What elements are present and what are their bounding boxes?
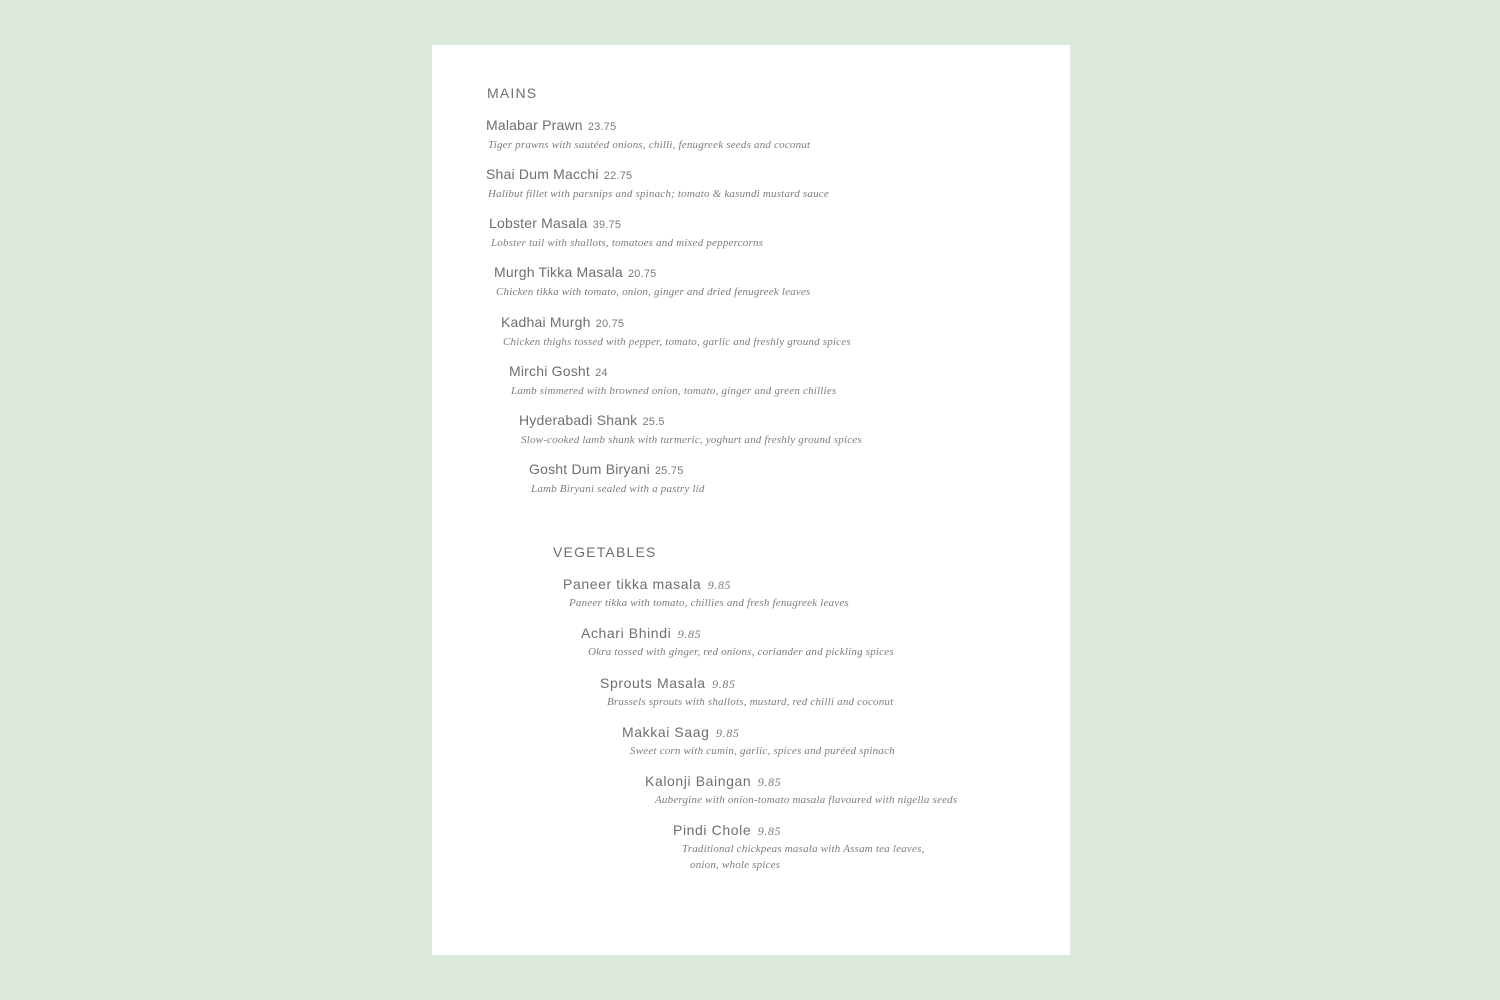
item-price: 9.85 [707, 578, 732, 592]
item-name: Kalonji Baingan [645, 773, 752, 789]
item-price: 24 [595, 367, 608, 379]
item-name: Mirchi Gosht [509, 363, 590, 379]
item-name: Paneer tikka masala [563, 576, 702, 592]
menu-item [494, 264, 811, 300]
menu-item [600, 675, 893, 710]
item-name: Malabar Prawn [486, 117, 583, 133]
menu-item [501, 314, 851, 350]
item-name: Lobster Masala [489, 215, 588, 231]
item-description: Lamb simmered with browned onion, tomato, ginger and green chillies [511, 385, 837, 397]
item-description: Slow-cooked lamb shank with turmeric, yoghurt and freshly ground spices [521, 434, 862, 446]
item-name: Shai Dum Macchi [486, 166, 599, 182]
item-name: Kadhai Murgh [501, 314, 591, 330]
item-name: Pindi Chole [673, 822, 752, 838]
item-name: Achari Bhindi [581, 625, 672, 641]
item-price: 20.75 [627, 268, 657, 280]
item-description: Okra tossed with ginger, red onions, coriander and pickling spices [588, 646, 894, 658]
menu-item [486, 117, 810, 153]
item-description: Brussels sprouts with shallots, mustard, red chilli and coconut [607, 696, 894, 708]
item-price: 20.75 [595, 318, 625, 330]
item-description: Lamb Biryani sealed with a pastry lid [531, 483, 705, 495]
menu-item [529, 461, 705, 497]
item-price: 9.85 [712, 677, 736, 691]
item-description: Tiger prawns with sautéed onions, chilli, fenugreek seeds and coconut [488, 139, 811, 151]
menu-item [486, 166, 829, 202]
item-name: Hyderabadi Shank [519, 412, 638, 428]
item-name: Sprouts Masala [600, 675, 706, 691]
item-description: Chicken tikka with tomato, onion, ginger and dried fenugreek leaves [496, 286, 811, 298]
menu-item [622, 724, 895, 759]
menu-item [519, 412, 862, 448]
menu-item [509, 363, 836, 399]
item-price: 23.75 [587, 121, 617, 133]
item-name: Makkai Saag [622, 724, 710, 740]
item-description-line: Traditional chickpeas masala with Assam tea leaves, [682, 843, 925, 855]
item-description: Aubergine with onion-tomato masala flavoured with nigella seeds [655, 794, 958, 806]
menu-item [489, 215, 763, 251]
item-price: 9.85 [757, 775, 782, 789]
item-description: Sweet corn with cumin, garlic, spices and puréed spinach [630, 745, 895, 757]
menu-item [563, 576, 849, 611]
menu-item [581, 625, 894, 660]
item-description: Halibut fillet with parsnips and spinach; tomato & kasundi mustard sauce [488, 188, 829, 200]
item-name: Gosht Dum Biryani [529, 461, 650, 477]
menu-item [673, 822, 925, 873]
item-description: Lobster tail with shallots, tomatoes and mixed peppercorns [491, 237, 764, 249]
item-price: 39.75 [592, 219, 622, 231]
item-price: 9.85 [677, 627, 702, 641]
menu-item [645, 773, 957, 808]
item-name: Murgh Tikka Masala [494, 264, 623, 280]
menu-card [432, 45, 1070, 955]
item-price: 9.85 [757, 824, 782, 838]
item-price: 9.85 [716, 726, 740, 740]
item-price: 25.5 [642, 416, 665, 428]
vegetables-title: VEGETABLES [553, 544, 657, 560]
item-description: Paneer tikka with tomato, chillies and fresh fenugreek leaves [569, 597, 849, 609]
item-description: Chicken thighs tossed with pepper, tomato, garlic and freshly ground spices [503, 336, 851, 348]
item-description-line: onion, whole spices [690, 859, 781, 871]
item-price: 25.75 [654, 465, 684, 477]
item-description [682, 841, 925, 873]
mains-title: MAINS [487, 85, 538, 101]
item-price: 22.75 [603, 170, 633, 182]
